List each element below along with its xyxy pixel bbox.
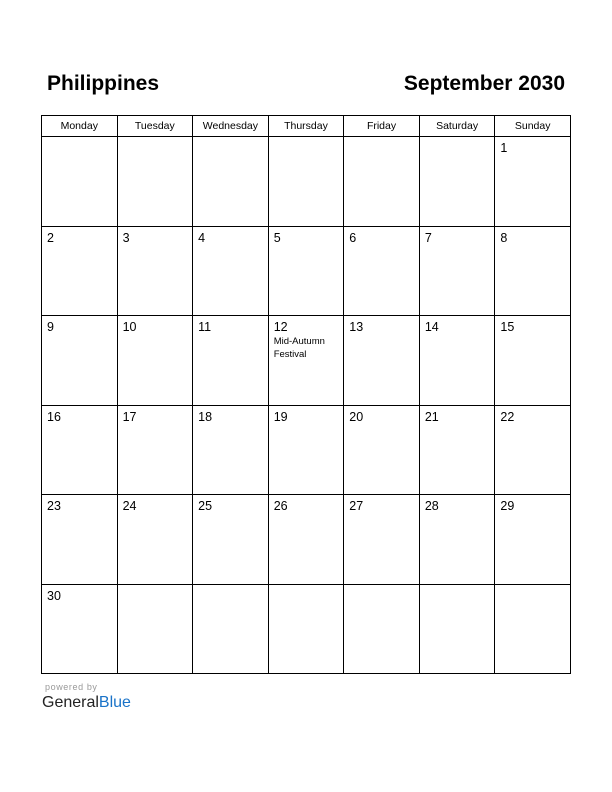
- day-cell: [193, 495, 269, 585]
- day-number: 16: [47, 409, 61, 424]
- day-number: 14: [424, 320, 439, 334]
- week-row: [42, 226, 571, 316]
- day-cell: [495, 405, 571, 495]
- day-number: 9: [47, 320, 54, 334]
- day-cell: [344, 405, 420, 495]
- day-cell: [419, 316, 495, 406]
- week-row: [42, 316, 571, 406]
- day-number: 1: [500, 141, 508, 155]
- day-cell: [42, 405, 118, 495]
- day-number: 7: [424, 230, 432, 245]
- day-cell: [117, 405, 193, 495]
- day-number: 22: [500, 409, 515, 424]
- day-number: 8: [500, 230, 508, 245]
- empty-day-cell: [117, 584, 193, 674]
- weekday-header: Thursday: [268, 116, 344, 137]
- day-number: 27: [349, 499, 364, 513]
- day-number: 4: [198, 230, 206, 245]
- day-number: 10: [122, 320, 137, 334]
- week-row: [42, 584, 571, 674]
- empty-day-cell: [268, 584, 344, 674]
- day-cell: [495, 495, 571, 585]
- empty-day-cell: [419, 137, 495, 227]
- day-number: 13: [349, 320, 364, 334]
- day-number: 11: [198, 320, 212, 334]
- empty-day-cell: [117, 137, 193, 227]
- day-cell: [419, 226, 495, 316]
- weekday-header-row: [42, 116, 571, 137]
- day-cell: [42, 584, 118, 674]
- day-number: 29: [500, 499, 515, 513]
- weekday-header: Monday: [42, 116, 118, 137]
- week-row: [42, 495, 571, 585]
- week-row: [42, 405, 571, 495]
- day-cell: [268, 405, 344, 495]
- empty-day-cell: [193, 584, 269, 674]
- empty-day-cell: [42, 137, 118, 227]
- empty-day-cell: [495, 584, 571, 674]
- generalblue-logo[interactable]: [42, 694, 131, 712]
- powered-by-label: powered by: [45, 682, 98, 692]
- month-year-title: September 2030: [403, 72, 565, 95]
- day-cell: [344, 316, 420, 406]
- calendar-grid: [41, 115, 571, 674]
- day-number: 24: [122, 499, 137, 513]
- day-number: 20: [349, 409, 364, 424]
- empty-day-cell: [419, 584, 495, 674]
- day-cell: [117, 495, 193, 585]
- day-cell: [193, 405, 269, 495]
- day-number: 26: [273, 499, 288, 513]
- day-cell: [495, 137, 571, 227]
- day-cell: [268, 495, 344, 585]
- weekday-header: Tuesday: [117, 116, 193, 137]
- day-cell: [42, 495, 118, 585]
- day-number: 15: [500, 320, 515, 334]
- weekday-header: Wednesday: [193, 116, 269, 137]
- day-number: 5: [273, 230, 281, 245]
- empty-day-cell: [344, 584, 420, 674]
- day-number: 3: [122, 230, 130, 245]
- day-number: 2: [47, 230, 54, 245]
- day-cell: [117, 316, 193, 406]
- country-title: Philippines: [47, 72, 160, 95]
- day-cell: [193, 226, 269, 316]
- day-cell: [42, 226, 118, 316]
- weekday-header: Saturday: [419, 116, 495, 137]
- day-number: 25: [198, 499, 213, 513]
- day-cell: [268, 316, 344, 406]
- day-number: 28: [424, 499, 439, 513]
- week-row: [42, 137, 571, 227]
- day-cell: [495, 226, 571, 316]
- day-cell: [495, 316, 571, 406]
- day-cell: [344, 495, 420, 585]
- day-number: 30: [47, 588, 61, 603]
- day-cell: [419, 495, 495, 585]
- day-cell: [268, 226, 344, 316]
- empty-day-cell: [193, 137, 269, 227]
- day-number: 6: [349, 230, 357, 245]
- day-number: 23: [47, 499, 61, 513]
- brand-general: General: [42, 694, 99, 711]
- weekday-header: Sunday: [495, 116, 571, 137]
- day-number: 21: [424, 409, 439, 424]
- empty-day-cell: [268, 137, 344, 227]
- day-number: 19: [273, 409, 288, 424]
- day-cell: [344, 226, 420, 316]
- empty-day-cell: [344, 137, 420, 227]
- day-number: 18: [198, 409, 213, 424]
- brand-blue: Blue: [98, 694, 131, 711]
- day-cell: [117, 226, 193, 316]
- day-cell: [42, 316, 118, 406]
- day-number: 17: [122, 409, 137, 424]
- holiday-event: Mid-Autumn Festival: [273, 336, 325, 360]
- day-cell: [419, 405, 495, 495]
- weekday-header: Friday: [344, 116, 420, 137]
- day-number: 12: [273, 320, 288, 334]
- day-cell: [193, 316, 269, 406]
